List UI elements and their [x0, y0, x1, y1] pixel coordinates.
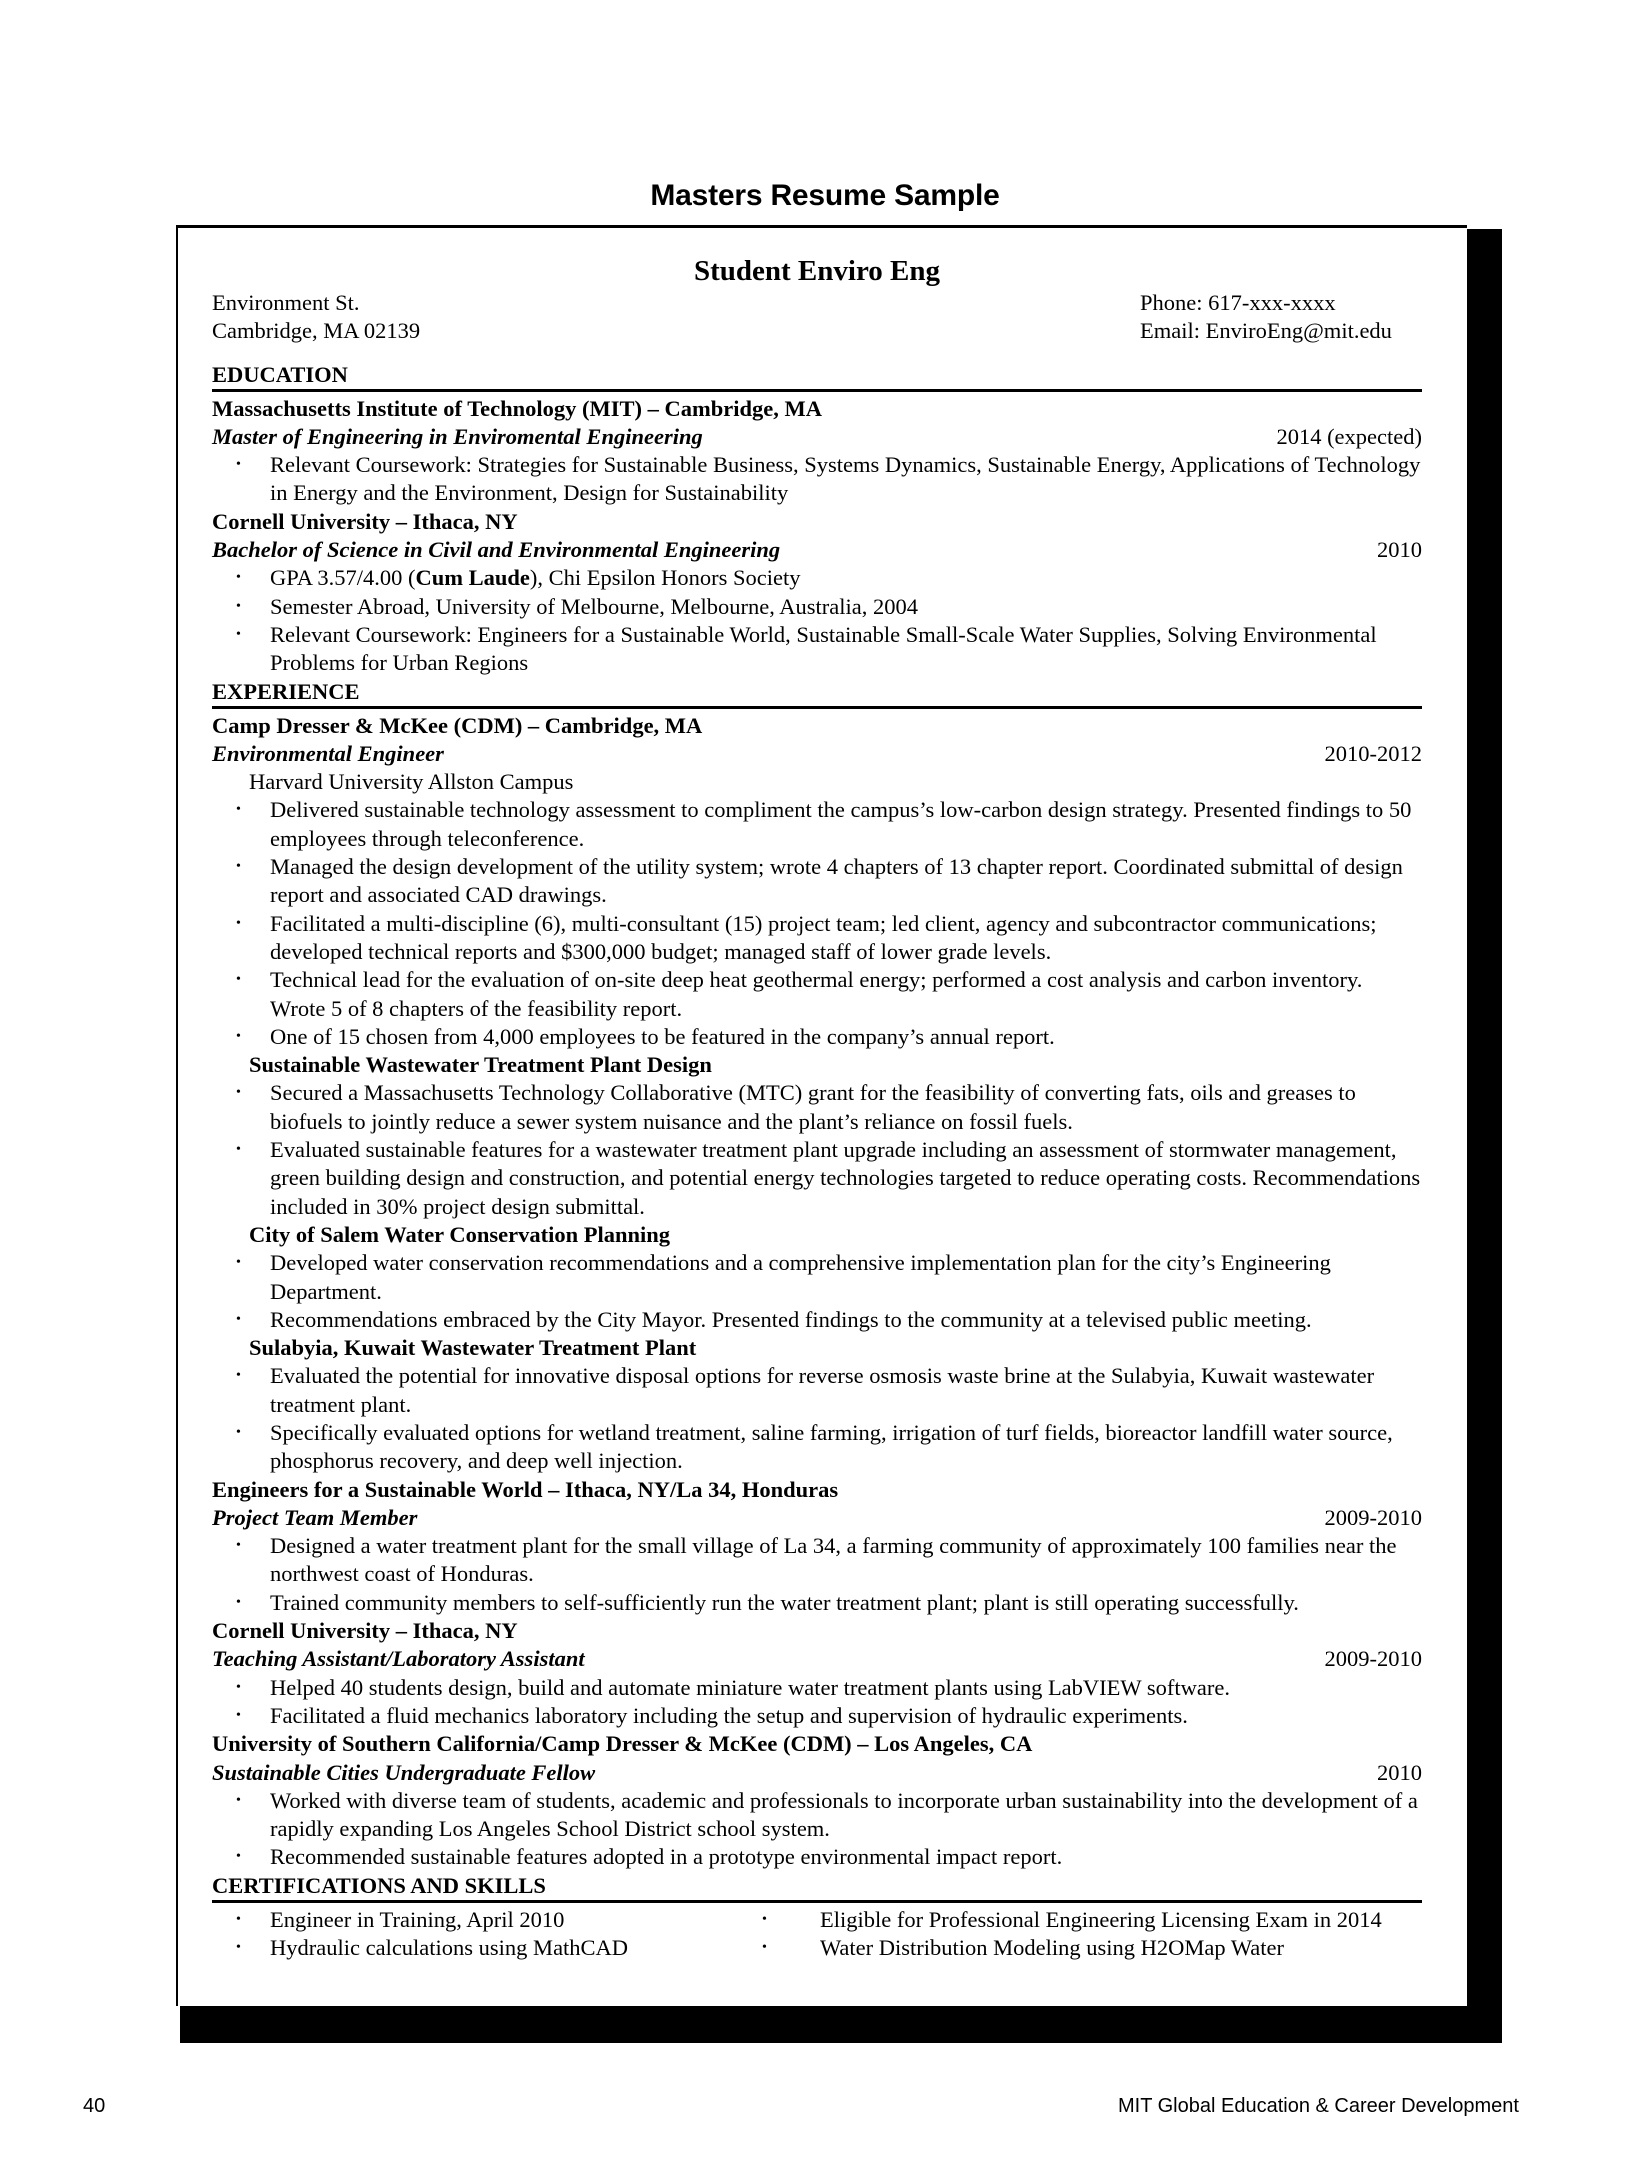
section-heading-education: EDUCATION — [212, 361, 1422, 392]
section-heading-experience: EXPERIENCE — [212, 678, 1422, 709]
list-item: • Developed water conservation recommendations and a comprehensive implementation plan for the city’s Engineering Department. — [212, 1249, 1422, 1306]
education-degree: Master of Engineering in Enviromental Engineering — [212, 423, 703, 449]
education-org: Massachusetts Institute of Technology (MIT) – Cambridge, MA — [212, 395, 822, 421]
project-bullets — [212, 1249, 1422, 1334]
page-title: Masters Resume Sample — [650, 179, 1000, 212]
project-title: Sustainable Wastewater Treatment Plant Design — [249, 1052, 712, 1078]
experience-org: University of Southern California/Camp Dresser & McKee (CDM) – Los Angeles, CA — [212, 1731, 1033, 1757]
education-bullets — [212, 564, 1422, 677]
list-item: • Recommendations embraced by the City Mayor. Presented findings to the community at a televised public meeting. — [212, 1306, 1422, 1334]
skills-column-2 — [762, 1906, 1422, 1963]
email: Email: EnviroEng@mit.edu — [1140, 318, 1392, 344]
skills-column-1 — [212, 1906, 762, 1963]
list-item: • Facilitated a fluid mechanics laboratory including the setup and supervision of hydraulic experiments. — [212, 1702, 1422, 1730]
experience-role: Sustainable Cities Undergraduate Fellow — [212, 1759, 596, 1785]
project-title: Sulabyia, Kuwait Wastewater Treatment Plant — [249, 1335, 697, 1361]
experience-role-row — [212, 1504, 1422, 1532]
experience-role-row — [212, 1645, 1422, 1673]
education-bullets — [212, 451, 1422, 508]
experience-date: 2009-2010 — [1324, 1504, 1422, 1530]
list-item: • Hydraulic calculations using MathCAD — [212, 1934, 762, 1962]
experience-role-row — [212, 1759, 1422, 1787]
experience-role: Teaching Assistant/Laboratory Assistant — [212, 1646, 585, 1672]
experience-bullets — [212, 1532, 1422, 1617]
list-item: • Evaluated sustainable features for a wastewater treatment plant upgrade including an assessment of stormwater management, green building design and construction, and potential energy technologies targeted to reduce operating costs. Recommendations included in 30% project design submittal. — [212, 1136, 1422, 1221]
project-title: Harvard University Allston Campus — [249, 769, 574, 795]
experience-org: Cornell University – Ithaca, NY — [212, 1618, 518, 1644]
list-item: • Technical lead for the evaluation of on-site deep heat geothermal energy; performed a cost analysis and carbon inventory. Wrote 5 of 8 chapters of the feasibility report. — [212, 966, 1422, 1023]
project-title: City of Salem Water Conservation Planning — [249, 1221, 671, 1247]
contact-info — [1140, 289, 1422, 346]
skills-grid — [212, 1906, 1422, 1963]
list-item: • Managed the design development of the utility system; wrote 4 chapters of 13 chapter report. Coordinated submittal of design report and associated CAD drawings. — [212, 853, 1422, 910]
list-item: • Recommended sustainable features adopted in a prototype environmental impact report. — [212, 1843, 1422, 1871]
experience-date: 2010 — [1377, 1759, 1422, 1785]
experience-role: Project Team Member — [212, 1504, 418, 1530]
list-item: • Delivered sustainable technology assessment to compliment the campus’s low-carbon design strategy. Presented findings to 50 employees through teleconference. — [212, 796, 1422, 853]
box-shadow-right — [1467, 229, 1502, 2043]
list-item: • Water Distribution Modeling using H2OMap Water — [762, 1934, 1422, 1962]
list-item: • Worked with diverse team of students, academic and professionals to incorporate urban sustainability into the development of a rapidly expanding Los Angeles School District school system. — [212, 1787, 1422, 1844]
education-degree-row — [212, 423, 1422, 451]
experience-role: Environmental Engineer — [212, 740, 444, 766]
education-date: 2014 (expected) — [1276, 423, 1422, 449]
list-item: • Specifically evaluated options for wetland treatment, saline farming, irrigation of turf fields, bioreactor landfill water source, phosphorus recovery, and deep well injection. — [212, 1419, 1422, 1476]
experience-date: 2010-2012 — [1324, 740, 1422, 766]
education-org: Cornell University – Ithaca, NY — [212, 508, 518, 534]
gpa-suffix: ), Chi Epsilon Honors Society — [529, 565, 801, 591]
gpa-honor: Cum Laude — [415, 565, 530, 591]
list-item: • Designed a water treatment plant for the small village of La 34, a farming community of approximately 100 families near the northwest coast of Honduras. — [212, 1532, 1422, 1589]
resume-content — [212, 253, 1422, 1962]
list-item: • Facilitated a multi-discipline (6), multi-consultant (15) project team; led client, agency and subcontractor communications; developed technical reports and $300,000 budget; managed staff of lower grade levels. — [212, 910, 1422, 967]
box-shadow-bottom — [180, 2006, 1502, 2043]
experience-role-row — [212, 740, 1422, 768]
list-item: • Relevant Coursework: Engineers for a Sustainable World, Sustainable Small-Scale Water Supplies, Solving Environmental Problems for Urban Regions — [212, 621, 1422, 678]
list-item: • Eligible for Professional Engineering Licensing Exam in 2014 — [762, 1906, 1422, 1934]
education-degree: Bachelor of Science in Civil and Environmental Engineering — [212, 537, 781, 563]
project-bullets — [212, 1362, 1422, 1475]
contact-block — [212, 289, 1422, 346]
experience-org: Camp Dresser & McKee (CDM) – Cambridge, MA — [212, 712, 703, 738]
experience-org: Engineers for a Sustainable World – Ithaca, NY/La 34, Honduras — [212, 1476, 839, 1502]
list-item: • Helped 40 students design, build and automate miniature water treatment plants using LabVIEW software. — [212, 1674, 1422, 1702]
education-date: 2010 — [1377, 537, 1422, 563]
list-item: • Secured a Massachusetts Technology Collaborative (MTC) grant for the feasibility of converting fats, oils and greases to biofuels to jointly reduce a sewer system nuisance and the plant’s reliance on fossil fuels. — [212, 1079, 1422, 1136]
experience-bullets — [212, 1787, 1422, 1872]
footer-org-name: MIT Global Education & Career Development — [1118, 2095, 1519, 2117]
page-number: 40 — [83, 2095, 106, 2117]
list-item: • Trained community members to self-sufficiently run the water treatment plant; plant is still operating successfully. — [212, 1589, 1422, 1617]
list-item: • Semester Abroad, University of Melbourne, Melbourne, Australia, 2004 — [212, 593, 1422, 621]
address-line-1: Environment St. — [212, 290, 360, 315]
list-item — [212, 564, 1422, 592]
experience-bullets — [212, 1674, 1422, 1731]
phone: Phone: 617-xxx-xxxx — [1140, 290, 1336, 315]
list-item: • Evaluated the potential for innovative disposal options for reverse osmosis waste brine at the Sulabyia, Kuwait wastewater treatment plant. — [212, 1362, 1422, 1419]
education-degree-row — [212, 536, 1422, 564]
gpa-text: GPA 3.57/4.00 ( — [270, 565, 416, 591]
experience-date: 2009-2010 — [1324, 1646, 1422, 1672]
section-heading-skills: CERTIFICATIONS AND SKILLS — [212, 1872, 1422, 1903]
address-line-2: Cambridge, MA 02139 — [212, 318, 421, 344]
list-item: • Relevant Coursework: Strategies for Sustainable Business, Systems Dynamics, Sustainable Energy, Applications of Technology in Energy and the Environment, Design for Sustainability — [212, 451, 1422, 508]
list-item: • One of 15 chosen from 4,000 employees to be featured in the company’s annual report. — [212, 1023, 1422, 1051]
project-bullets — [212, 1079, 1422, 1220]
candidate-name: Student Enviro Eng — [693, 255, 941, 287]
list-item: • Engineer in Training, April 2010 — [212, 1906, 762, 1934]
address — [212, 289, 420, 346]
project-bullets — [212, 796, 1422, 1051]
